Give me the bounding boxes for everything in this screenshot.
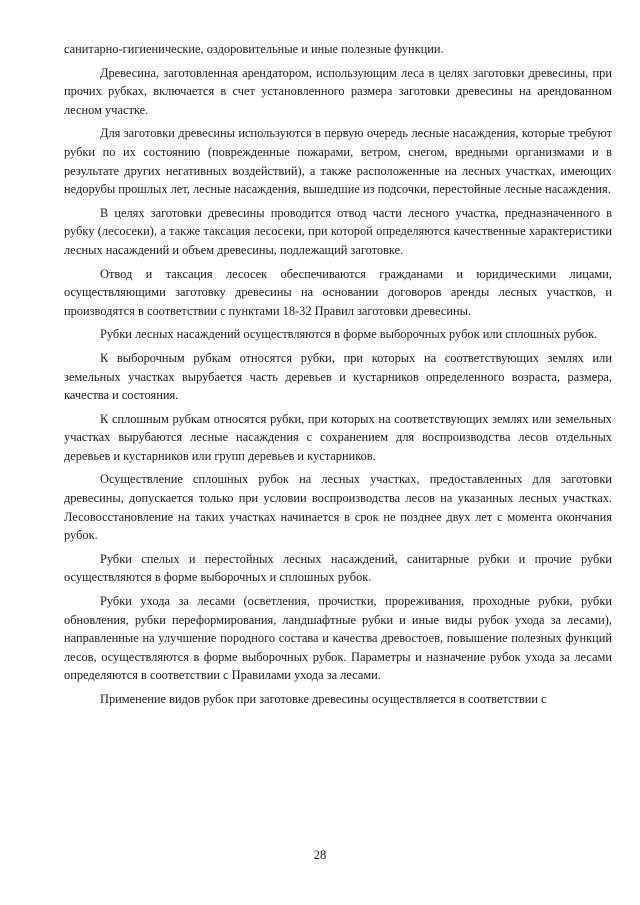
paragraph-8: К сплошным рубкам относятся рубки, при которых на соответствующих землях или земельных участках вырубаются лесные насаждения с сохранением для воспроизводства лесов отдельных деревьев и кустарников или групп деревьев и кустарников. [64,411,612,463]
paragraph-3: Для заготовки древесины используются в первую очередь лесные насаждения, которые требуют рубки по их состоянию (поврежденные пожарами, ветром, снегом, вредными организмами и в результате других негативных воздействий), а также расположенные на лесных участках, имеющих недорубы прошлых лет, лесные насаждения, вышедшие из подсочки, перестойные лесные насаждения. [64,126,612,197]
paragraph-6: Рубки лесных насаждений осуществляются в форме выборочных рубок или сплошных рубок. [100,327,598,342]
page-number: 28 [313,848,327,862]
paragraph-4: В целях заготовки древесины проводится отвод части лесного участка, предназначенного в рубку (лесосеки), а также таксация лесосеки, при которой определяются качественные характеристики лесных насаждений и объем древесины, подлежащий заготовке. [64,205,612,257]
paragraph-2: Древесина, заготовленная арендатором, использующим леса в целях заготовки древесины, при прочих рубках, включается в счет установленного размера заготовки древесины на арендованном лесном участке. [64,65,612,117]
paragraph-9: Осуществление сплошных рубок на лесных участках, предоставленных для заготовки древесины, допускается только при условии воспроизводства лесов на указанных лесных участках. Лесовосстановление на таких участках начинается в срок не позднее двух лет с момента окончания рубок. [64,472,612,543]
paragraph-12: Применение видов рубок при заготовке древесины осуществляется в соответствии с [100,692,547,706]
paragraph-11: Рубки ухода за лесами (осветления, прочистки, прореживания, проходные рубки, рубки обновления, рубки переформирования, ландшафтные рубки и иные виды рубок ухода за лесами), направленные на улучшение породного состава и качества древостоев, повышение полезных функций лесов, осуществляются в форме выборочных рубок. Параметры и назначение рубок ухода за лесами определяются в соответствии с Правилами ухода за лесами. [64,594,612,683]
paragraph-1: санитарно-гигиенические, оздоровительные и иные полезные функции. [64,42,444,56]
paragraph-10: Рубки спелых и перестойных лесных насаждений, санитарные рубки и прочие рубки осуществляются в форме выборочных и сплошных рубок. [64,551,612,585]
paragraph-5: Отвод и таксация лесосек обеспечиваются гражданами и юридическими лицами, осуществляющими заготовку древесины на основании договоров аренды лесных участков, и производятся в соответствии с пунктами 18-32 Правил заготовки древесины. [64,266,612,318]
paragraph-7: К выборочным рубкам относятся рубки, при которых на соответствующих землях или земельных участках вырубается часть деревьев и кустарников определенного возраста, размера, качества и состояния. [64,350,612,403]
